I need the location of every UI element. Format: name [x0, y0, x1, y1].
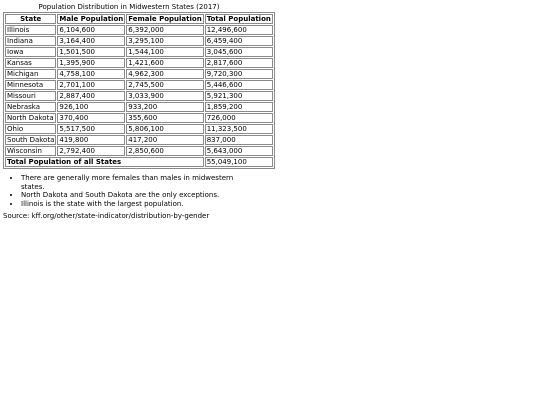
cell-female: 3,295,100	[126, 36, 203, 46]
cell-total: 1,859,200	[205, 102, 273, 112]
cell-male: 3,164,400	[57, 36, 125, 46]
table-row	[5, 47, 273, 57]
cell-female: 1,544,100	[126, 47, 203, 57]
cell-total: 837,000	[205, 135, 273, 145]
cell-male: 419,800	[57, 135, 125, 145]
cell-male: 1,395,900	[57, 58, 125, 68]
cell-total: 726,000	[205, 113, 273, 123]
cell-male: 4,758,100	[57, 69, 125, 79]
cell-total: 11,323,500	[205, 124, 273, 134]
cell-male: 5,517,500	[57, 124, 125, 134]
cell-total: 5,446,600	[205, 80, 273, 90]
cell-male: 926,100	[57, 102, 125, 112]
cell-state: Iowa	[5, 47, 56, 57]
cell-state: Nebraska	[5, 102, 56, 112]
total-value: 55,049,100	[205, 157, 273, 167]
note-item: • There are generally more females than males in midwestern states.	[21, 174, 255, 191]
note-item: • Illinois is the state with the largest population.	[21, 200, 255, 209]
cell-state: Missouri	[5, 91, 56, 101]
cell-female: 933,200	[126, 102, 203, 112]
table-row	[5, 113, 273, 123]
header-female: Female Population	[128, 15, 202, 23]
table-body	[5, 25, 273, 156]
cell-female: 1,421,600	[126, 58, 203, 68]
cell-state: Wisconsin	[5, 146, 56, 156]
cell-state: Indiana	[5, 36, 56, 46]
header-state: State	[5, 14, 56, 24]
cell-total: 5,643,000	[205, 146, 273, 156]
cell-female: 3,033,900	[126, 91, 203, 101]
cell-male: 2,701,100	[57, 80, 125, 90]
table-row	[5, 25, 273, 35]
cell-state: Kansas	[5, 58, 56, 68]
table-row	[5, 58, 273, 68]
document	[3, 3, 271, 221]
table-row	[5, 146, 273, 156]
notes-list	[3, 174, 255, 208]
table-caption: Population Distribution in Midwestern States (2017)	[38, 3, 220, 11]
cell-total: 3,045,600	[205, 47, 273, 57]
total-row	[5, 157, 273, 167]
header-male: Male Population	[59, 15, 124, 23]
table-row	[5, 135, 273, 145]
cell-state: Minnesota	[5, 80, 56, 90]
table-row	[5, 69, 273, 79]
cell-total: 9,720,300	[205, 69, 273, 79]
cell-state: Ohio	[5, 124, 56, 134]
cell-state: South Dakota	[7, 136, 55, 144]
cell-state: North Dakota	[5, 113, 56, 123]
table-row	[5, 36, 273, 46]
cell-total: 6,459,400	[205, 36, 273, 46]
source-text: Source: kff.org/other/state-indicator/distribution-by-gender	[3, 212, 210, 220]
cell-total: 5,921,300	[205, 91, 273, 101]
cell-female: 4,962,300	[126, 69, 203, 79]
note-item: • North Dakota and South Dakota are the only exceptions.	[21, 191, 255, 200]
header-total: Total Population	[206, 15, 271, 23]
cell-female: 6,392,000	[126, 25, 203, 35]
cell-state: Illinois	[5, 25, 56, 35]
cell-female: 417,200	[126, 135, 203, 145]
cell-male: 370,400	[57, 113, 125, 123]
total-label: Total Population of all States	[5, 157, 204, 167]
table-row	[5, 80, 273, 90]
cell-male: 6,104,600	[57, 25, 125, 35]
table-row	[5, 102, 273, 112]
cell-male: 2,792,400	[57, 146, 125, 156]
population-table	[3, 12, 275, 169]
cell-total: 12,496,600	[205, 25, 273, 35]
cell-female: 2,745,500	[126, 80, 203, 90]
cell-female: 355,600	[126, 113, 203, 123]
cell-male: 2,887,400	[57, 91, 125, 101]
cell-female: 2,850,600	[126, 146, 203, 156]
cell-male: 1,501,500	[57, 47, 125, 57]
cell-female: 5,806,100	[126, 124, 203, 134]
table-row	[5, 124, 273, 134]
cell-total: 2,817,600	[205, 58, 273, 68]
header-row	[5, 14, 273, 24]
cell-state: Michigan	[5, 69, 56, 79]
table-row	[5, 91, 273, 101]
